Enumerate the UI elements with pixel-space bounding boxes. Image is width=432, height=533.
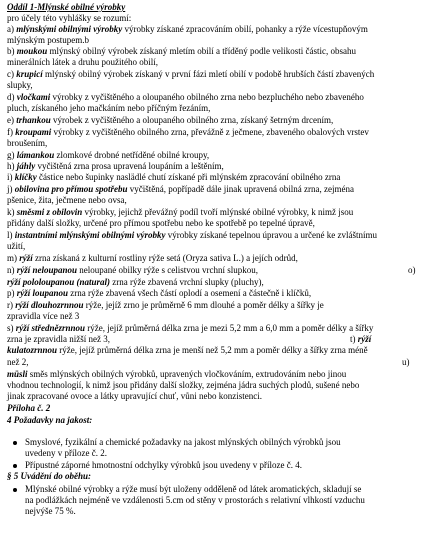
definition-u-label: u) <box>402 357 410 367</box>
requirement-item-1-cont: uvedeny v příloze č. 2. <box>25 448 107 458</box>
requirement-item-2: Přípustné záporné hmotnostní odchylky výrobků jsou uvedeny v příloze č. 4. <box>25 460 302 470</box>
bullet-icon <box>13 464 17 468</box>
term-i: klíčky <box>14 172 37 182</box>
term-t-cont: kulatozrnnou <box>7 345 58 355</box>
market-item-1: Mlýnské obilné výrobky a rýže musí být uloženy odděleně od látek aromatických, skladují se <box>25 484 362 494</box>
term-k: směsmi z obilovin <box>16 207 83 217</box>
term-u: müsli <box>7 369 28 379</box>
definition-k-cont: přidány další složky, určené pro přímou spotřebu nebo ke spotřebě po tepelné úpravě, <box>7 218 315 228</box>
definition-a-cont: mlýnským postupem.b <box>7 35 90 45</box>
definition-c: c) krupicí mlýnský obilný výrobek získaný v první fázi mletí obilí v podobě hrubších částí zbavených <box>7 69 375 79</box>
section-title: Oddíl 1-Mlýnské obilné výrobky <box>7 2 126 12</box>
definition-b-cont: minerálních látek a druhu použitého obilí, <box>7 57 158 67</box>
term-n: rýží neloupanou <box>16 265 78 275</box>
requirement-item-1: Smyslové, fyzikální a chemické požadavky na jakost mlýnských obilných výrobků jsou <box>25 437 341 447</box>
bullet-icon <box>13 488 17 492</box>
definition-n: n) rýží neloupanou neloupané obilky rýže s celistvou vrchní slupkou, <box>7 265 258 275</box>
definition-s: s) rýží střednězrnnou rýže, jejíž průměrná délka zrna je mezi 5,2 mm a 6,0 mm a poměr délky a šířky <box>7 323 374 333</box>
definition-l-cont: užití, <box>7 241 26 251</box>
term-b: moukou <box>16 46 48 56</box>
definition-c-cont: slupky, <box>7 80 33 90</box>
appendix-ref: Příloha č. 2 <box>7 403 51 413</box>
bullet-icon <box>13 441 17 445</box>
definition-u-cont2: jinak zpracované ovoce a látky upravující chuť, vůni nebo konzistenci. <box>7 391 263 401</box>
term-e: trhankou <box>16 115 51 125</box>
requirements-heading: 4 Požadavky na jakost: <box>7 415 93 425</box>
term-j: obilovina pro přímou spotřebu <box>14 184 128 194</box>
term-c: krupicí <box>16 69 43 79</box>
definition-a: a) mlýnskými obilnými výrobky výrobky získané zpracováním obilí, pohanky a rýže vícestupňovým <box>7 24 368 34</box>
definition-e: e) trhankou výrobek z vyčištěného a oloupaného obilného zrna, získaný šetrným drcením, <box>7 115 334 125</box>
definition-t: kulatozrnnou rýže, jejíž průměrná délka zrna je menší než 5,2 mm a poměr délky a šířky zrna méně <box>7 345 368 355</box>
definition-f-cont: broušením, <box>7 138 48 148</box>
definition-r: r) rýží dlouhozrnnou rýže, jejíž zrno je průměrně 6 mm dlouhé a poměr délky a šířky je <box>7 300 324 310</box>
definition-o: rýží pololoupanou (natural) zrna rýže zbavená vrchní slupky (pluchy), <box>7 277 264 287</box>
definition-j-cont: pšenice, žita, ječmene nebo ovsa, <box>7 195 127 205</box>
term-d: vločkami <box>16 92 51 102</box>
market-item-1-cont2: nejvýše 75 %. <box>25 506 76 516</box>
term-s: rýží střednězrnnou <box>15 323 86 333</box>
definition-s-cont: zrna je zpravidla nižší než 3, <box>7 334 110 344</box>
definition-m: m) rýží zrna získaná z kulturní rostliny rýže setá (Oryza sativa L.) a jejích odrůd, <box>7 253 298 263</box>
definition-k: k) směsmi z obilovin výrobky, jejichž převážný podíl tvoří mlýnské obilné výrobky, k nimž jsou <box>7 207 354 217</box>
definition-d-cont: pluch, získaného jeho mačkáním nebo příčným řezáním, <box>7 103 211 113</box>
definition-b: b) moukou mlýnský obilný výrobek získaný mletím obilí a tříděný podle velikosti částic, obsahu <box>7 46 356 56</box>
term-r: rýží dlouhozrnnou <box>15 300 84 310</box>
term-m: rýží <box>19 253 33 263</box>
term-a: mlýnskými obilnými výrobky <box>16 24 123 34</box>
term-p: rýží loupanou <box>16 288 69 298</box>
definition-h: h) jáhly vyčištěná zrna prosa upravená loupáním a leštěním, <box>7 161 224 171</box>
definition-i: i) klíčky částice nebo šupinky naslädlé chutí získané při mlýnském zpracování obilného zrna <box>7 172 341 182</box>
definition-u-cont1: vhodnou technologií, k nimž jsou přidány další složky, zejména jádra suchých plodů, sušené nebo <box>7 380 360 390</box>
definition-u: müsli směs mlýnských obilných výrobků, upravených vločkováním, extrudováním nebo jinou <box>7 369 347 379</box>
definition-d: d) vločkami výrobky z vyčištěného a oloupaného obilného zrna nebo bezpluchého nebo zbaveného <box>7 92 364 102</box>
term-l: instantními mlýnskými obilnými výrobky <box>14 230 166 240</box>
market-heading: § 5 Uvádění do oběhu: <box>7 471 91 481</box>
market-item-1-cont: na podlážkách nejméně ve vzdálenosti 5.cm od stěny v prostorách s relativní vlhkostí vzduchu <box>25 495 365 505</box>
term-o: rýží pololoupanou (natural) <box>7 277 111 287</box>
definition-t-start: t) rýží <box>350 334 372 344</box>
definition-f: f) kroupami výrobky z vyčištěného obilného zrna, převážně z ječmene, zbaveného obalových vrstev <box>7 127 369 137</box>
term-g: lámankou <box>16 150 55 160</box>
definition-l: l) instantními mlýnskými obilnými výrobky výrobky získané tepelnou úpravou a určené ke zvláštnímu <box>7 230 377 240</box>
definition-o-label: o) <box>408 265 416 275</box>
definition-g: g) lámankou zlomkové drobné netříděné obilné kroupy, <box>7 150 210 160</box>
definition-j: j) obilovina pro přímou spotřebu vyčištěná, popřípadě dále jinak upravená obilná zrna, zejména <box>7 184 354 194</box>
definition-r-cont: zpravidla více než 3 <box>7 311 80 321</box>
intro-text: pro účely této vyhlášky se rozumí: <box>7 13 132 23</box>
definition-t-cont: než 2, <box>7 357 29 367</box>
term-h: jáhly <box>16 161 36 171</box>
term-t: rýží <box>357 334 372 344</box>
definition-p: p) rýží loupanou zrna rýže zbavená všech částí oplodí a osemení a částečně i klíčků, <box>7 288 312 298</box>
term-f: kroupami <box>15 127 52 137</box>
